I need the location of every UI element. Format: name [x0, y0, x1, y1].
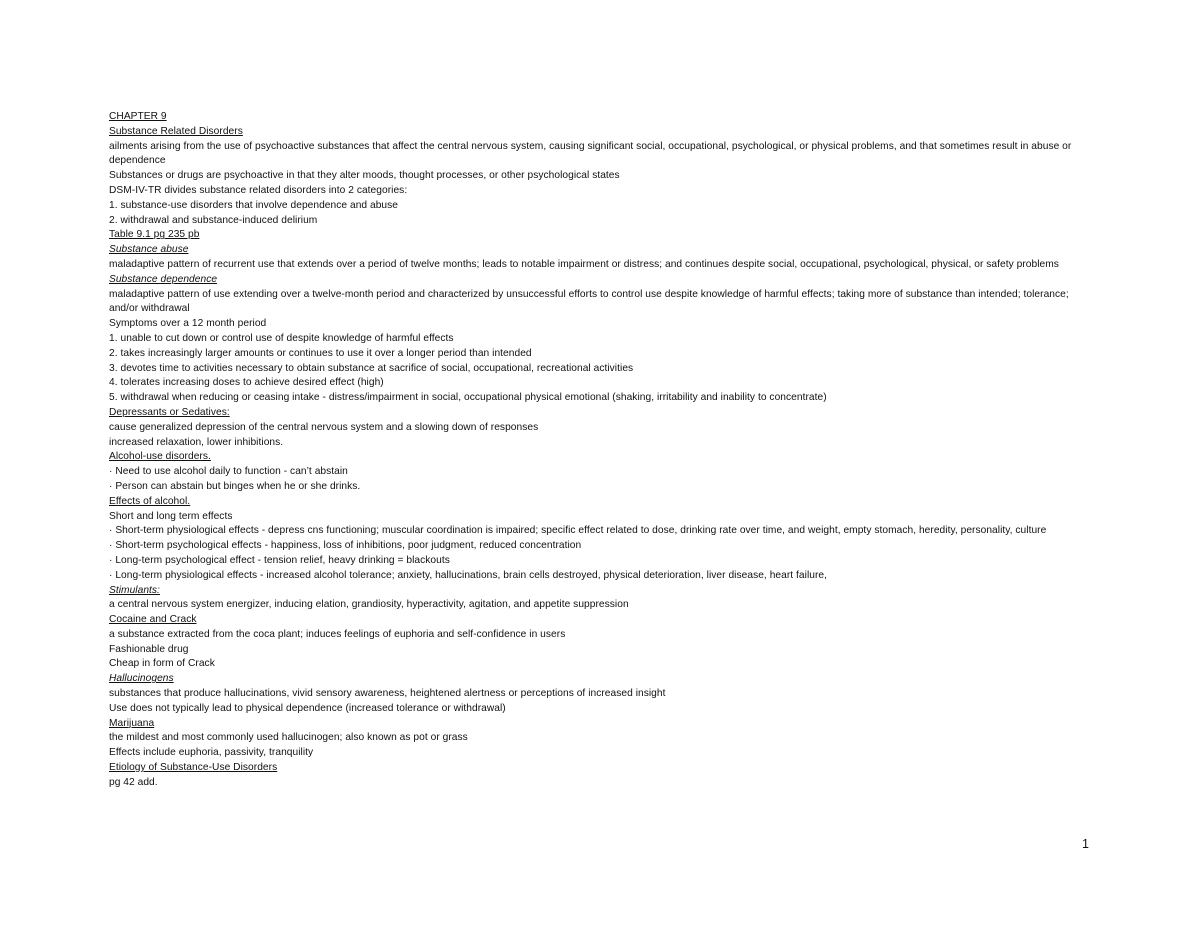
definition-text: a substance extracted from the coca plant; induces feelings of euphoria and self-confidence in users: [109, 628, 566, 640]
list-item: 2. takes increasingly larger amounts or continues to use it over a longer period than intended: [109, 347, 532, 359]
body-text: pg 42 add.: [109, 776, 158, 788]
list-item: 5. withdrawal when reducing or ceasing intake - distress/impairment in social, occupational physical emotional (shaking, irritability and inability to concentrate): [109, 392, 827, 404]
subheading: Etiology of Substance-Use Disorders: [109, 762, 278, 774]
bullet-item: · Long-term physiological effects - increased alcohol tolerance; anxiety, hallucinations, brain cells destroyed, physical deterioration, liver disease, heart failure,: [109, 569, 828, 581]
subheading: Depressants or Sedatives:: [109, 406, 230, 418]
bullet-item: · Person can abstain but binges when he or she drinks.: [109, 480, 361, 492]
body-text: Fashionable drug: [109, 643, 189, 655]
subheading: Effects of alcohol.: [109, 495, 191, 507]
bullet-item: · Need to use alcohol daily to function - can’t abstain: [109, 466, 348, 478]
body-text: increased relaxation, lower inhibitions.: [109, 436, 284, 448]
definition-text: maladaptive pattern of use extending over a twelve-month period and characterized by unsuccessful efforts to control use despite knowledge of harmful effects; taking more of substance than intended; tolerance; and/or withdrawal: [109, 288, 1069, 315]
definition-text: cause generalized depression of the central nervous system and a slowing down of responses: [109, 421, 539, 433]
document-body: [109, 110, 1099, 791]
bullet-item: · Short-term physiological effects - depress cns functioning; muscular coordination is impaired; specific effect related to dose, drinking rate over time, and weight, empty stomach, heredity, personality, culture: [109, 525, 1047, 537]
body-text: Substances or drugs are psychoactive in that they alter moods, thought processes, or other psychological states: [109, 170, 620, 182]
subheading: Hallucinogens: [109, 673, 174, 685]
body-text: Use does not typically lead to physical dependence (increased tolerance or withdrawal): [109, 702, 506, 714]
definition-text: substances that produce hallucinations, vivid sensory awareness, heightened alertness or perceptions of increased insight: [109, 688, 666, 700]
definition-text: ailments arising from the use of psychoactive substances that affect the central nervous system, causing significant social, occupational, psychological, or physical problems, and that sometimes result in abuse or dependence: [109, 140, 1072, 167]
body-text: Symptoms over a 12 month period: [109, 318, 267, 330]
body-text: Effects include euphoria, passivity, tranquility: [109, 747, 314, 759]
list-item: 1. unable to cut down or control use of despite knowledge of harmful effects: [109, 332, 454, 344]
table-reference: Table 9.1 pg 235 pb: [109, 229, 200, 241]
list-item: 2. withdrawal and substance-induced delirium: [109, 214, 318, 226]
subheading: Alcohol-use disorders.: [109, 451, 211, 463]
body-text: Short and long term effects: [109, 510, 233, 522]
subheading: Substance abuse: [109, 244, 189, 256]
subheading: Marijuana: [109, 717, 155, 729]
chapter-heading: CHAPTER 9: [109, 111, 167, 122]
subheading: Stimulants:: [109, 584, 160, 596]
section-heading: Substance Related Disorders: [109, 125, 243, 137]
subheading: Cocaine and Crack: [109, 614, 197, 626]
definition-text: the mildest and most commonly used hallucinogen; also known as pot or grass: [109, 732, 468, 744]
list-item: 3. devotes time to activities necessary to obtain substance at sacrifice of social, occupational, recreational activities: [109, 362, 634, 374]
bullet-item: · Long-term psychological effect - tension relief, heavy drinking = blackouts: [109, 554, 450, 566]
page-number: 1: [1082, 837, 1089, 851]
list-item: 4. tolerates increasing doses to achieve desired effect (high): [109, 377, 384, 389]
definition-text: a central nervous system energizer, inducing elation, grandiosity, hyperactivity, agitation, and appetite suppression: [109, 599, 629, 611]
definition-text: maladaptive pattern of recurrent use that extends over a period of twelve months; leads to notable impairment or distress; and continues despite social, occupational, psychological, physical, or safety problems: [109, 258, 1059, 270]
list-item: 1. substance-use disorders that involve dependence and abuse: [109, 199, 399, 211]
bullet-item: · Short-term psychological effects - happiness, loss of inhibitions, poor judgment, reduced concentration: [109, 540, 582, 552]
subheading: Substance dependence: [109, 273, 218, 285]
body-text: Cheap in form of Crack: [109, 658, 215, 670]
body-text: DSM-IV-TR divides substance related disorders into 2 categories:: [109, 184, 408, 196]
